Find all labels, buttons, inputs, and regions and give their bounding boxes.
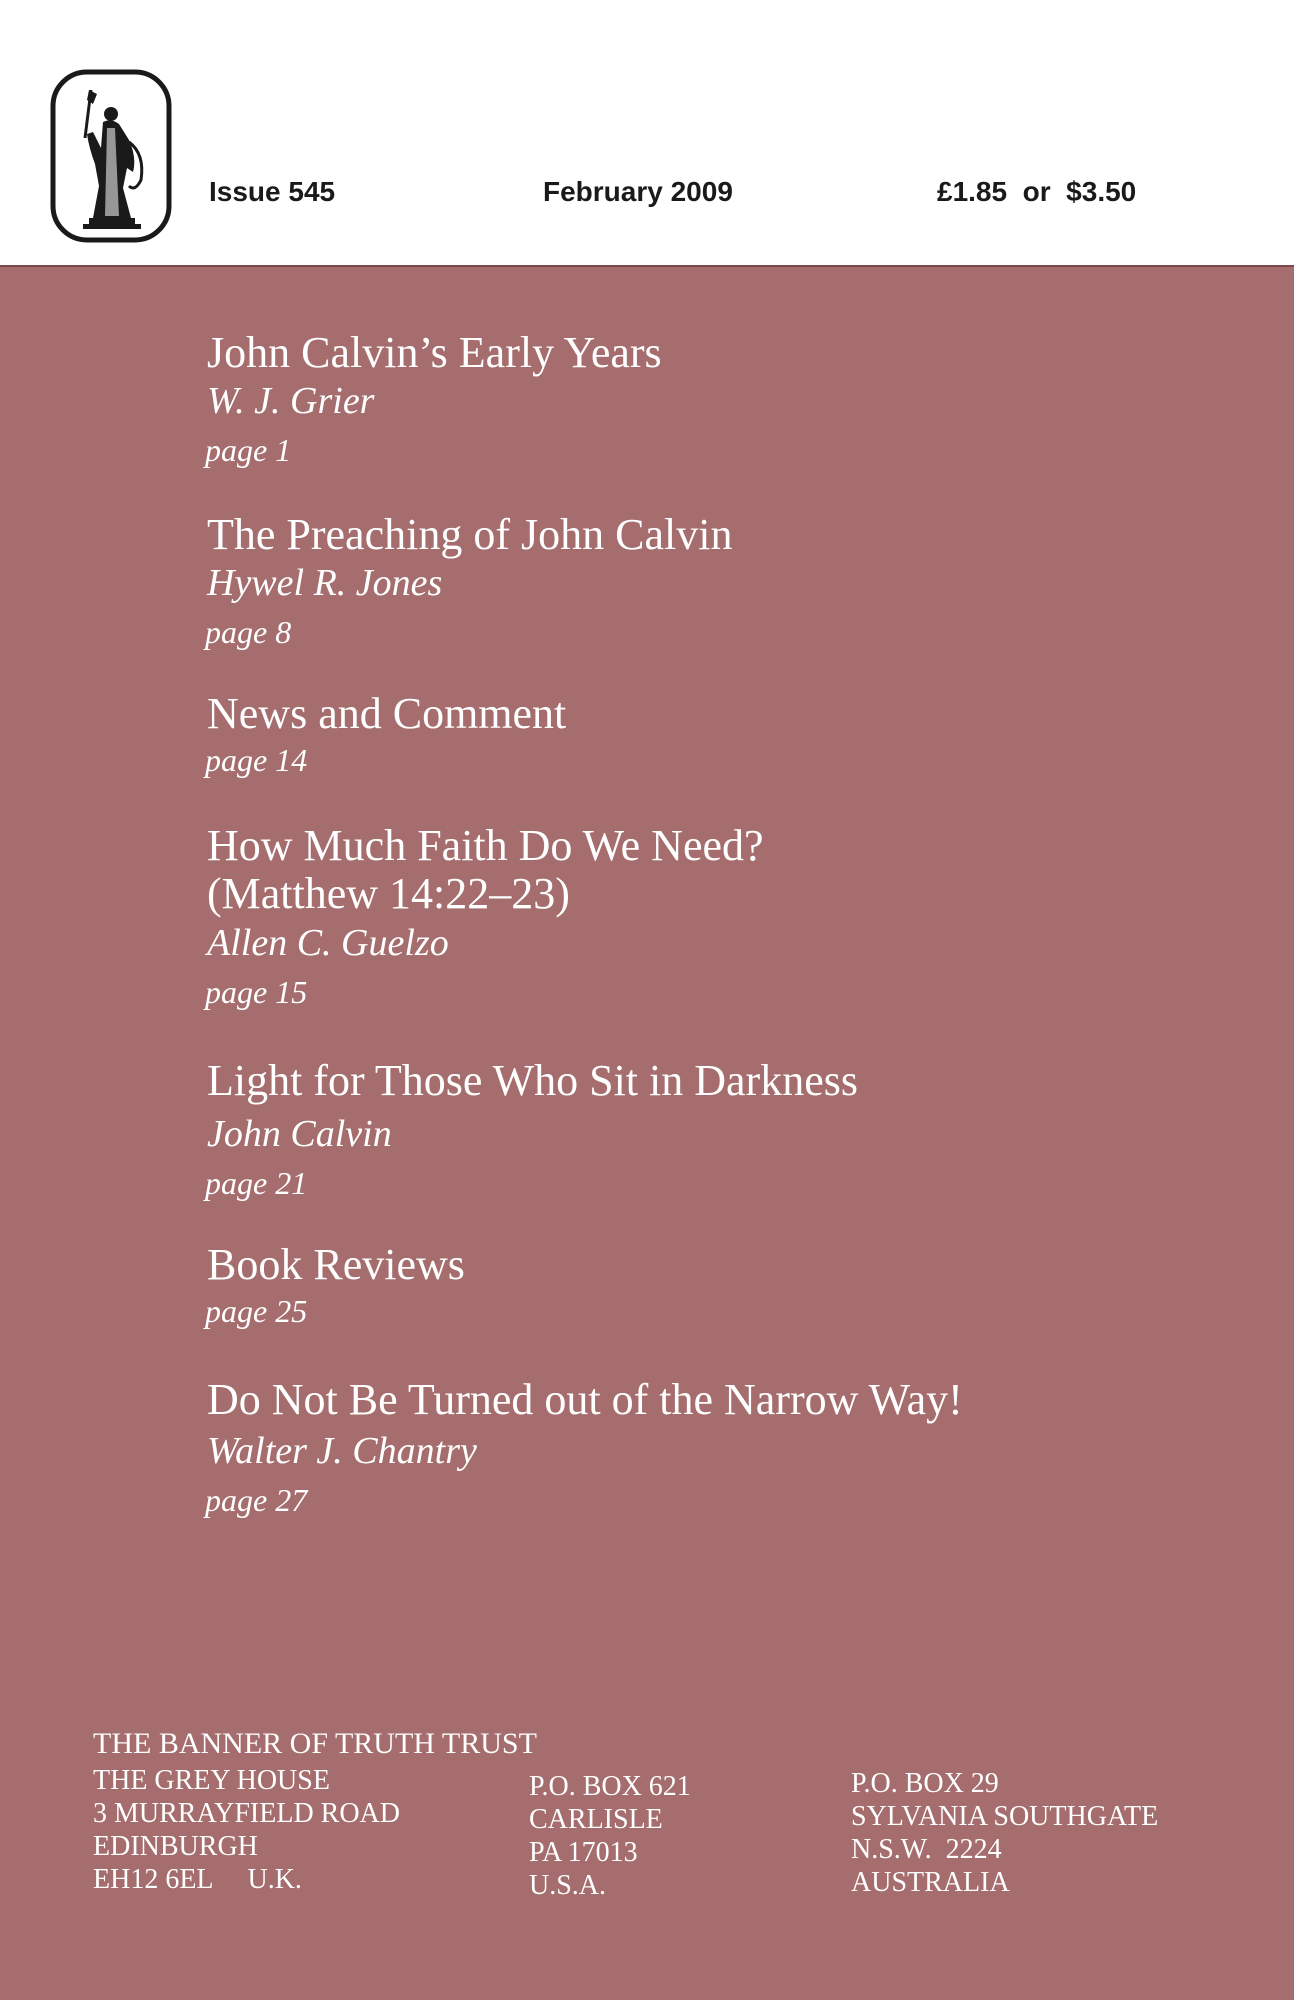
article-page: page 21 bbox=[205, 1165, 308, 1201]
address-uk bbox=[93, 1764, 400, 1896]
issue-price: £1.85 or $3.50 bbox=[937, 176, 1137, 207]
article-title: News and Comment bbox=[207, 689, 567, 738]
logo-figure-icon bbox=[49, 68, 173, 244]
article-page: page 27 bbox=[205, 1482, 308, 1518]
article-title: John Calvin’s Early Years bbox=[207, 328, 662, 377]
issue-number: Issue 545 bbox=[209, 176, 336, 207]
address-australia bbox=[851, 1767, 1158, 1899]
contents-panel bbox=[0, 265, 1294, 2000]
address-line: 3 MURRAYFIELD ROAD bbox=[93, 1798, 401, 1829]
article-page: page 8 bbox=[205, 614, 292, 650]
article-page: page 14 bbox=[205, 742, 308, 778]
article-title: Book Reviews bbox=[207, 1240, 465, 1289]
article-page: page 1 bbox=[205, 432, 292, 468]
masthead bbox=[0, 0, 1294, 265]
article-author: Walter J. Chantry bbox=[207, 1430, 477, 1472]
address-line: U.S.A. bbox=[529, 1870, 607, 1901]
address-line: THE GREY HOUSE bbox=[93, 1765, 330, 1796]
address-line: P.O. BOX 29 bbox=[851, 1768, 999, 1799]
address-usa bbox=[529, 1770, 691, 1902]
article-page: page 15 bbox=[205, 974, 308, 1010]
issue-date: February 2009 bbox=[543, 176, 733, 207]
article-title-continued: (Matthew 14:22–23) bbox=[207, 869, 570, 918]
article-author: John Calvin bbox=[207, 1113, 392, 1155]
article-page: page 25 bbox=[205, 1293, 308, 1329]
address-line: AUSTRALIA bbox=[851, 1867, 1010, 1898]
article-author: W. J. Grier bbox=[207, 380, 375, 422]
address-line: N.S.W. 2224 bbox=[851, 1834, 1002, 1865]
article-title: The Preaching of John Calvin bbox=[207, 510, 733, 559]
publisher-name: THE BANNER OF TRUTH TRUST bbox=[93, 1727, 537, 1760]
address-line: SYLVANIA SOUTHGATE bbox=[851, 1801, 1159, 1832]
address-line: EH12 6EL U.K. bbox=[93, 1864, 302, 1895]
address-line: EDINBURGH bbox=[93, 1831, 258, 1862]
article-title: Do Not Be Turned out of the Narrow Way! bbox=[207, 1375, 963, 1424]
article-author: Hywel R. Jones bbox=[207, 562, 443, 604]
address-line: CARLISLE bbox=[529, 1804, 663, 1835]
address-line: PA 17013 bbox=[529, 1837, 638, 1868]
address-line: P.O. BOX 621 bbox=[529, 1771, 691, 1802]
article-title: How Much Faith Do We Need? bbox=[207, 821, 764, 870]
article-author: Allen C. Guelzo bbox=[207, 922, 449, 964]
article-title: Light for Those Who Sit in Darkness bbox=[207, 1056, 858, 1105]
